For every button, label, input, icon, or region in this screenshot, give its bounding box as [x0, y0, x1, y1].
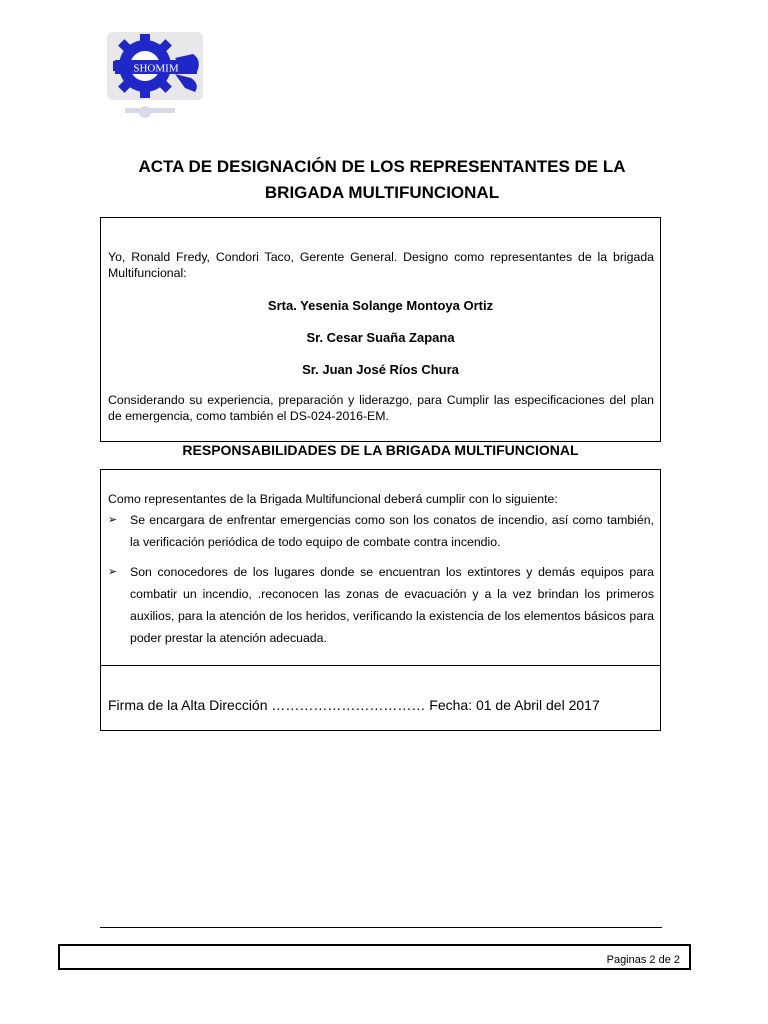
logo-text: SHOMIM	[133, 62, 179, 75]
document-title	[100, 154, 664, 206]
list-item	[108, 509, 654, 553]
footer-divider	[100, 927, 662, 928]
list-item-text: Se encargara de enfrentar emergencias como son los conatos de incendio, así como también, la verificación periódica de todo equipo de combate contra incendio.	[130, 513, 654, 549]
representative-1: Srta. Yesenia Solange Montoya Ortiz	[267, 298, 494, 313]
gear-wrench-icon	[105, 30, 205, 120]
representative-3: Sr. Juan José Ríos Chura	[302, 362, 459, 377]
responsibilities-box	[100, 469, 661, 666]
signature-line: Firma de la Alta Dirección …………………………… Fecha: 01 de Abril del 2017	[108, 697, 600, 713]
designation-box	[100, 217, 661, 442]
arrow-bullet-icon: ➢	[108, 514, 118, 526]
page-number: Paginas 2 de 2	[606, 954, 680, 966]
arrow-bullet-icon: ➢	[108, 566, 118, 578]
title-line-2: BRIGADA MULTIFUNCIONAL	[264, 183, 500, 202]
responsibilities-intro: Como representantes de la Brigada Multifuncional deberá cumplir con lo siguiente:	[108, 492, 558, 506]
company-logo	[105, 30, 205, 120]
responsibilities-heading: RESPONSABILIDADES DE LA BRIGADA MULTIFUNCIONAL	[182, 442, 579, 458]
page-number-box	[58, 944, 691, 970]
signature-box	[100, 665, 661, 731]
representative-2: Sr. Cesar Suaña Zapana	[306, 330, 455, 345]
designation-intro: Yo, Ronald Fredy, Condori Taco, Gerente General. Designo como representantes de la brigada Multifuncional:	[108, 250, 654, 280]
considering-text: Considerando su experiencia, preparación y liderazgo, para Cumplir las especificaciones del plan de emergencia, como también el DS-024-2016-EM.	[108, 393, 654, 423]
title-line-1: ACTA DE DESIGNACIÓN DE LOS REPRESENTANTES DE LA	[138, 157, 626, 176]
responsibilities-list	[108, 509, 654, 649]
list-item	[108, 561, 654, 649]
list-item-text: Son conocedores de los lugares donde se encuentran los extintores y demás equipos para combatir un incendio, .reconocen las zonas de evacuación y a la vez brindan los primeros auxilios, para la atención de los heridos, verificando la existencia de los elementos básicos para poder prestar la atención adecuada.	[130, 565, 654, 645]
